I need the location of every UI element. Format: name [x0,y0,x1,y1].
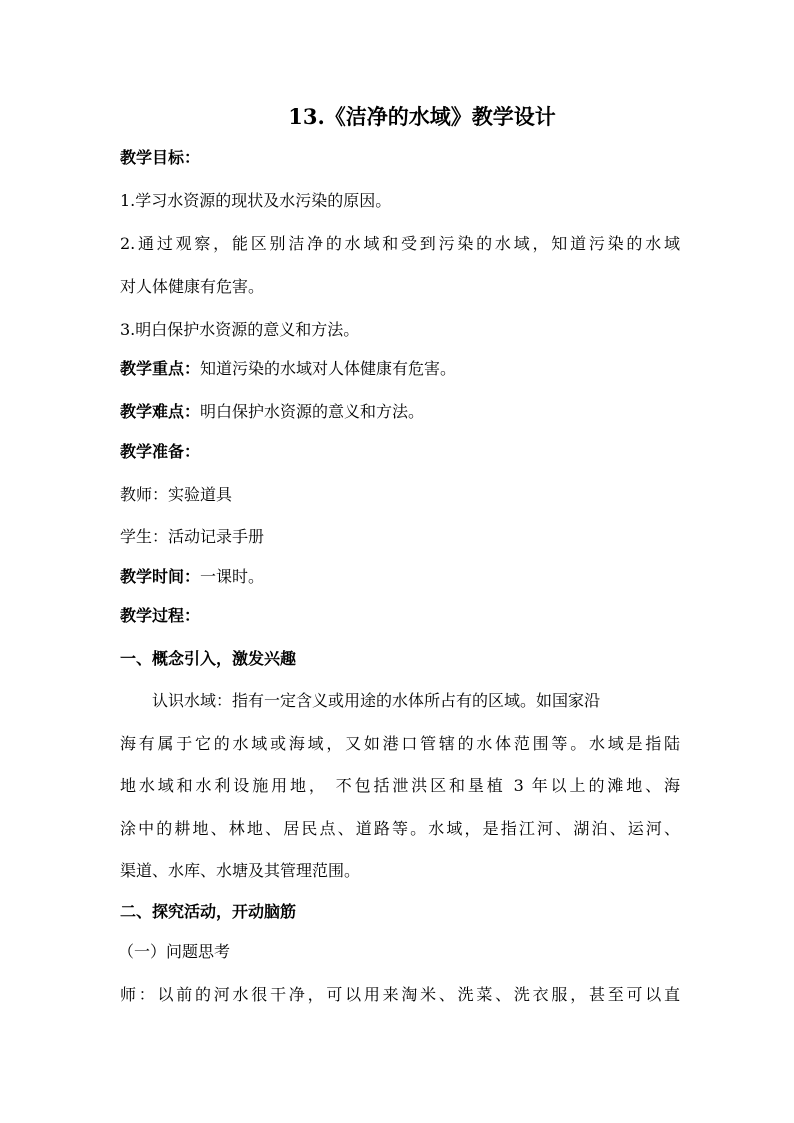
goals-heading: 教学目标： [120,148,201,167]
section-1-heading: 一、概念引入，激发兴趣 [120,649,297,668]
subsection-1-heading: （一）问题思考 [118,942,231,961]
teaching-time-text: 一课时。 [200,567,265,586]
prep-student: 学生：活动记录手册 [120,527,265,546]
goal-1: 1.学习水资源的现状及水污染的原因。 [120,191,392,210]
process-heading: 教学过程： [120,606,201,625]
paragraph-1-line-4: 涂中的耕地、林地、居民点、道路等。水域，是指江河、湖泊、运河、 [120,819,680,838]
document-title: 13.《洁净的水域》教学设计 [288,104,556,129]
difficult-point [120,400,424,424]
difficult-point-label: 教学难点： [120,402,201,421]
prep-teacher: 教师：实验道具 [120,485,233,504]
paragraph-1-line-5: 渠道、水库、水塘及其管理范围。 [120,861,361,880]
paragraph-2-line-1: 师：以前的河水很干净，可以用来淘米、洗菜、洗衣服，甚至可以直 [120,985,680,1004]
key-point-label: 教学重点： [120,359,201,378]
goal-2-line-1: 2.通过观察，能区别洁净的水域和受到污染的水域，知道污染的水域 [120,234,680,253]
teaching-time [120,565,264,589]
paragraph-1-line-1: 认识水域：指有一定含义或用途的水体所占有的区域。如国家沿 [152,691,601,710]
difficult-point-text: 明白保护水资源的意义和方法。 [200,402,425,421]
key-point [120,357,456,381]
teaching-time-label: 教学时间： [120,567,201,586]
paragraph-1-line-2: 海有属于它的水域或海域，又如港口管辖的水体范围等。水域是指陆 [120,734,680,753]
paragraph-1-line-3: 地水域和水利设施用地， 不包括泄洪区和垦植 3 年以上的滩地、海 [120,776,680,795]
key-point-text: 知道污染的水域对人体健康有危害。 [200,359,457,378]
prep-heading: 教学准备： [120,442,201,461]
goal-2-line-2: 对人体健康有危害。 [120,277,265,296]
section-2-heading: 二、探究活动，开动脑筋 [120,902,297,921]
goal-3: 3.明白保护水资源的意义和方法。 [120,320,360,339]
